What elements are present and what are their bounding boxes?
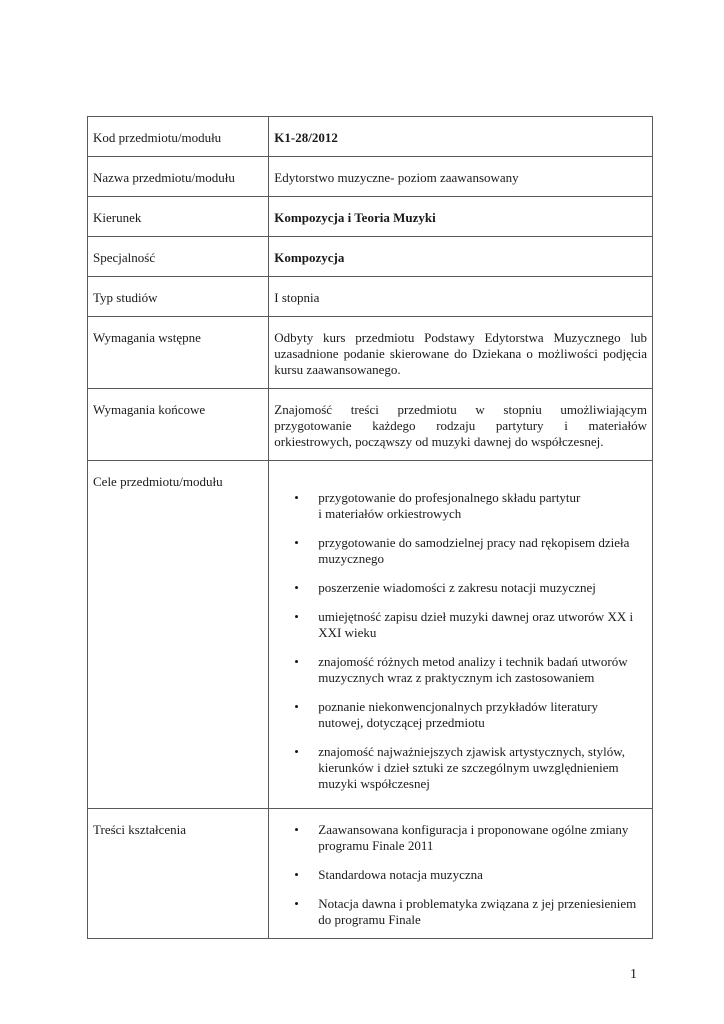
name-label: Nazwa przedmiotu/modułu: [88, 157, 269, 197]
goal-line: muzycznych wraz z praktycznym ich zastosowaniem: [318, 670, 595, 685]
goal-line: XXI wieku: [318, 625, 377, 640]
content-list: [274, 822, 647, 928]
code-value-prefix: K: [274, 130, 285, 145]
row-name: [88, 157, 653, 197]
row-specialty: [88, 237, 653, 277]
bullet-icon: •: [294, 896, 299, 911]
row-final-requirements: [88, 389, 653, 461]
bullet-icon: •: [294, 654, 299, 669]
syllabus-table: [87, 116, 653, 939]
final-requirements-label: Wymagania końcowe: [88, 389, 269, 461]
goal-item: [274, 654, 647, 686]
study-type-value: I stopnia: [269, 277, 653, 317]
goal-line: znajomość różnych metod analizy i technik badań utworów: [318, 654, 628, 669]
prerequisites-label: Wymagania wstępne: [88, 317, 269, 389]
bullet-icon: •: [294, 744, 299, 759]
bullet-icon: •: [294, 535, 299, 550]
bullet-icon: •: [294, 490, 299, 505]
final-requirements-line-2: przygotowanie każdego rodzaju partytury i materiałów: [274, 418, 647, 433]
goal-line: muzycznego: [318, 551, 384, 566]
content-item: [274, 822, 647, 854]
goal-line: przygotowanie do profesjonalnego składu partytur: [318, 490, 581, 505]
content-line: Zaawansowana konfiguracja i proponowane ogólne zmiany: [318, 822, 629, 837]
bullet-icon: •: [294, 699, 299, 714]
goal-item: [274, 580, 647, 596]
goal-line: muzyki współczesnej: [318, 776, 430, 791]
goal-line: poszerzenie wiadomości z zakresu notacji muzycznej: [318, 580, 596, 595]
goal-item: [274, 744, 647, 792]
code-value: [269, 117, 653, 157]
row-study-type: [88, 277, 653, 317]
page-number: 1: [630, 967, 637, 982]
final-requirements-line-3: orkiestrowych, począwszy od muzyki dawnej do współczesnej.: [274, 434, 604, 449]
goal-item: [274, 699, 647, 731]
prerequisites-value: Odbyty kurs przedmiotu Podstawy Edytorstwa Muzycznego lub uzasadnione podanie skierowane do Dziekana o możliwości podjęcia kursu zaawansowanego.: [269, 317, 653, 389]
goal-line: kierunków i dzieł sztuki ze szczególnym uwzględnieniem: [318, 760, 619, 775]
final-requirements-line-1: Znajomość treści przedmiotu w stopniu umożliwiającym: [274, 402, 647, 417]
code-value-rest: 1-28/2012: [284, 130, 338, 145]
content-item: [274, 867, 647, 883]
content-line: Notacja dawna i problematyka związana z jej przeniesieniem: [318, 896, 637, 911]
goal-line: nutowej, dotyczącej przedmiotu: [318, 715, 485, 730]
goal-line: poznanie niekonwencjonalnych przykładów literatury: [318, 699, 599, 714]
row-prerequisites: [88, 317, 653, 389]
bullet-icon: •: [294, 580, 299, 595]
code-label: Kod przedmiotu/modułu: [88, 117, 269, 157]
row-code: [88, 117, 653, 157]
content-item: [274, 896, 647, 928]
content-line: programu Finale 2011: [318, 838, 434, 853]
specialty-label: Specjalność: [88, 237, 269, 277]
row-goals: [88, 461, 653, 809]
goal-item: [274, 490, 647, 522]
goal-item: [274, 535, 647, 567]
content-line: do programu Finale: [318, 912, 421, 927]
goal-item: [274, 609, 647, 641]
goals-list: [274, 490, 647, 792]
goal-line: przygotowanie do samodzielnej pracy nad rękopisem dzieła: [318, 535, 630, 550]
content-line: Standardowa notacja muzyczna: [318, 867, 483, 882]
name-value: Edytorstwo muzyczne- poziom zaawansowany: [269, 157, 653, 197]
specialty-value: Kompozycja: [269, 237, 653, 277]
row-content: [88, 809, 653, 939]
goal-line: umiejętność zapisu dzieł muzyki dawnej oraz utworów XX i: [318, 609, 634, 624]
row-field: [88, 197, 653, 237]
content-value: [269, 809, 653, 939]
goal-line: znajomość najważniejszych zjawisk artystycznych, stylów,: [318, 744, 626, 759]
content-label: Treści kształcenia: [88, 809, 269, 939]
bullet-icon: •: [294, 609, 299, 624]
study-type-label: Typ studiów: [88, 277, 269, 317]
final-requirements-value: [269, 389, 653, 461]
bullet-icon: •: [294, 867, 299, 882]
goals-label: Cele przedmiotu/modułu: [88, 461, 269, 809]
field-value: Kompozycja i Teoria Muzyki: [269, 197, 653, 237]
field-label: Kierunek: [88, 197, 269, 237]
goal-line: i materiałów orkiestrowych: [318, 506, 462, 521]
goals-value: [269, 461, 653, 809]
bullet-icon: •: [294, 822, 299, 837]
